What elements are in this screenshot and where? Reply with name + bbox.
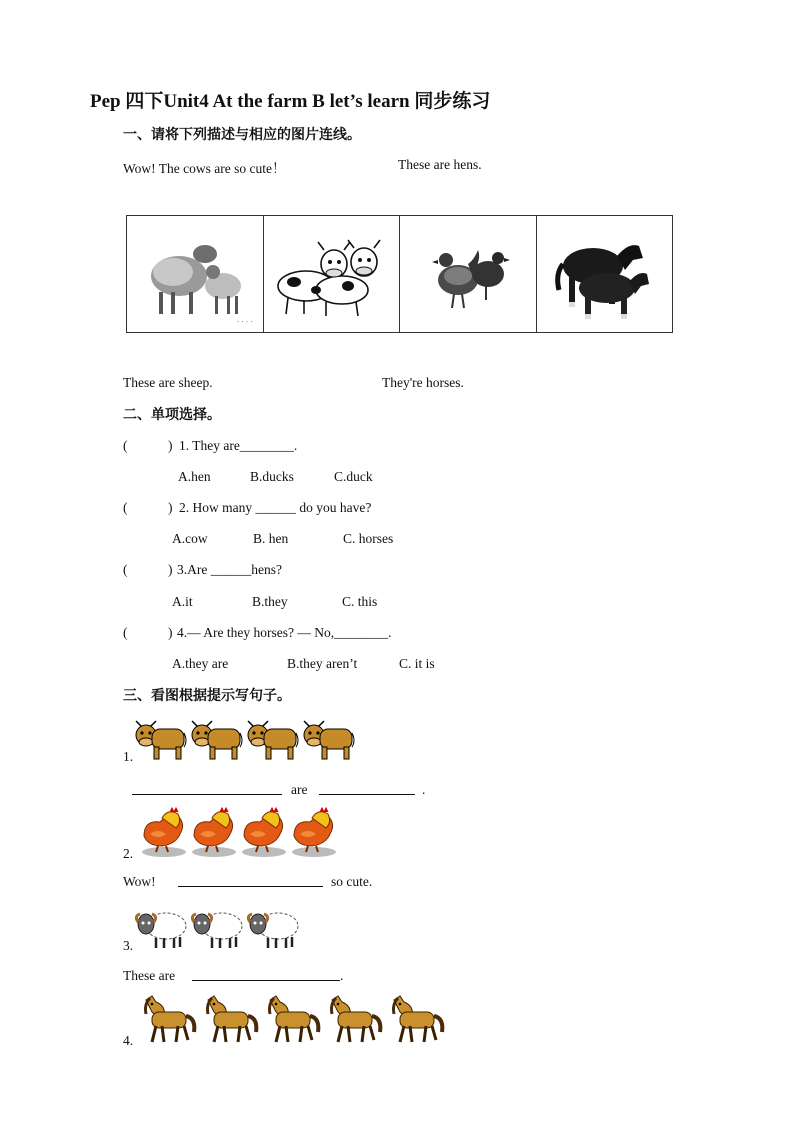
section-2-heading: 二、单项选择。 <box>123 407 221 423</box>
question-2-stem: 2. How many ______ do you have? <box>179 500 372 515</box>
item-2-suffix: so cute. <box>331 874 373 889</box>
question-4-stem: 4.— Are they horses? — No,________. <box>177 625 392 640</box>
item-3-prefix: These are <box>123 968 176 983</box>
section-1-heading: 一、请将下列描述与相应的图片连线。 <box>123 127 361 143</box>
match-text-hens: These are hens. <box>398 157 482 172</box>
sheep-icon <box>127 216 263 332</box>
item-2-prefix: Wow! <box>123 874 156 889</box>
question-3-option-b[interactable]: B.they <box>252 594 288 609</box>
answer-line-1[interactable] <box>132 782 282 799</box>
match-text-horses: They're horses. <box>382 375 464 390</box>
question-4-option-b[interactable]: B.they aren’t <box>287 656 358 671</box>
hen-strip <box>140 806 350 865</box>
question-3-stem: 3.Are ______hens? <box>177 562 282 577</box>
sheep-icon <box>136 913 186 948</box>
cow-icon <box>304 721 354 759</box>
cow-icon <box>136 721 186 759</box>
picture-gallery <box>126 215 673 333</box>
question-4-option-c[interactable]: C. it is <box>399 656 435 671</box>
worksheet-title: Pep 四下Unit4 At the farm B let’s learn 同步练习 <box>90 91 491 112</box>
cow-strip <box>134 715 364 770</box>
horse-icon <box>270 996 319 1042</box>
answer-line-3[interactable] <box>178 874 323 891</box>
cow-icon <box>264 216 400 332</box>
item-1-middle-word: are <box>291 782 308 797</box>
hen-icon <box>292 808 336 857</box>
answer-paren-close: ) <box>168 625 173 640</box>
horse-icon <box>537 216 673 332</box>
hen-icon <box>400 216 536 332</box>
hen-icon <box>192 808 236 857</box>
answer-paren-open: ( <box>123 562 128 577</box>
item-4-number: 4. <box>123 1033 134 1048</box>
hens-photo[interactable] <box>399 216 536 332</box>
hen-icon <box>142 808 186 857</box>
item-1-end-punct: . <box>422 782 426 797</box>
question-1-option-a[interactable]: A.hen <box>178 469 211 484</box>
cow-icon <box>192 721 242 759</box>
question-1-option-c[interactable]: C.duck <box>334 469 373 484</box>
answer-paren-open: ( <box>123 438 128 453</box>
question-1-stem: 1. They are________. <box>179 438 298 453</box>
answer-line-4[interactable] <box>192 968 340 985</box>
horses-photo[interactable] <box>536 216 673 332</box>
cow-icon <box>248 721 298 759</box>
answer-line-2[interactable] <box>319 782 415 799</box>
question-2-option-b[interactable]: B. hen <box>253 531 289 546</box>
question-4-option-a[interactable]: A.they are <box>172 656 229 671</box>
horse-icon <box>146 996 195 1042</box>
item-1-number: 1. <box>123 749 134 764</box>
question-3-option-a[interactable]: A.it <box>172 594 193 609</box>
item-2-number: 2. <box>123 846 134 861</box>
cartoon-cows[interactable] <box>263 216 400 332</box>
sheep-icon <box>248 913 298 948</box>
question-1-option-b[interactable]: B.ducks <box>250 469 294 484</box>
horse-icon <box>208 996 257 1042</box>
match-text-sheep: These are sheep. <box>123 375 213 390</box>
sheep-strip <box>134 904 304 957</box>
answer-paren-close: ) <box>168 438 173 453</box>
match-text-cows: Wow! The cows are so cute！ <box>123 161 286 176</box>
answer-paren-open: ( <box>123 500 128 515</box>
answer-paren-close: ) <box>168 500 173 515</box>
question-2-option-a[interactable]: A.cow <box>172 531 208 546</box>
sheep-photo[interactable] <box>126 216 263 332</box>
sheep-icon <box>192 913 242 948</box>
item-3-end-punct: . <box>340 968 344 983</box>
hen-icon <box>242 808 286 857</box>
question-2-option-c[interactable]: C. horses <box>343 531 394 546</box>
question-3-option-c[interactable]: C. this <box>342 594 378 609</box>
section-3-heading: 三、看图根据提示写句子。 <box>123 688 291 704</box>
svg-text:· · · ·: · · · · <box>237 318 253 326</box>
horse-icon <box>332 996 381 1042</box>
item-3-number: 3. <box>123 938 134 953</box>
answer-paren-open: ( <box>123 625 128 640</box>
horse-icon <box>394 996 443 1042</box>
answer-paren-close: ) <box>168 562 173 577</box>
horse-strip <box>138 994 448 1053</box>
